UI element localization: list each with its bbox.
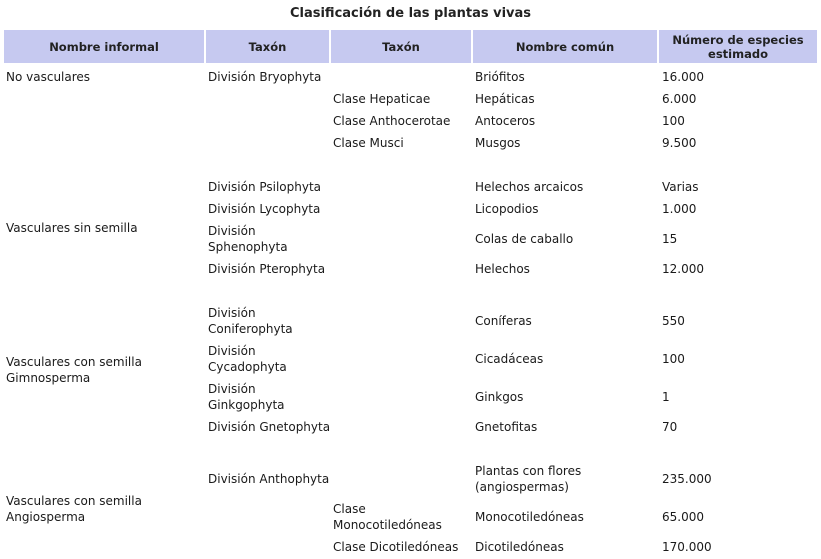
group-label-gimnosperma: Vasculares con semilla Gimnosperma xyxy=(6,355,142,385)
group-label-angiosperma: Vasculares con semilla Angiosperma xyxy=(6,494,142,524)
row-division: División Gnetophyta xyxy=(208,420,331,434)
row-species-count: 550 xyxy=(662,314,685,328)
row-common-name: Cicadáceas xyxy=(475,352,544,366)
row-clase: Clase Hepaticae xyxy=(333,92,431,106)
row-species-count: 16.000 xyxy=(662,70,704,84)
row-division: División Bryophyta xyxy=(208,70,322,84)
group-label-no-vasculares: No vasculares xyxy=(6,70,91,84)
row-common-name: Helechos arcaicos xyxy=(475,180,584,194)
header-taxon-division: Taxón xyxy=(206,30,329,63)
row-species-count: 6.000 xyxy=(662,92,697,106)
row-common-name: Monocotiledóneas xyxy=(475,510,584,524)
row-species-count: 70 xyxy=(662,420,678,434)
row-species-count: 1 xyxy=(662,390,670,404)
header-nombre-informal: Nombre informal xyxy=(4,30,204,63)
row-common-name: Hepáticas xyxy=(475,92,535,106)
row-division: División Sphenophyta xyxy=(208,224,288,254)
row-division: División Lycophyta xyxy=(208,202,321,216)
row-common-name: Coníferas xyxy=(475,314,532,328)
row-division: División Psilophyta xyxy=(208,180,322,194)
row-common-name: Gnetofitas xyxy=(475,420,538,434)
row-common-name: Antoceros xyxy=(475,114,536,128)
row-division: División Cycadophyta xyxy=(208,344,287,374)
row-species-count: 170.000 xyxy=(662,540,712,554)
header-taxon-clase: Taxón xyxy=(331,30,471,63)
row-species-count: Varias xyxy=(662,180,699,194)
row-common-name: Helechos xyxy=(475,262,530,276)
row-species-count: 15 xyxy=(662,232,678,246)
row-division: División Ginkgophyta xyxy=(208,382,285,412)
row-common-name: Dicotiledóneas xyxy=(475,540,564,554)
row-species-count: 12.000 xyxy=(662,262,704,276)
header-nombre-comun: Nombre común xyxy=(473,30,657,63)
row-division: División Coniferophyta xyxy=(208,306,293,336)
row-clase: Clase Anthocerotae xyxy=(333,114,451,128)
row-common-name: Musgos xyxy=(475,136,521,150)
row-clase: Clase Musci xyxy=(333,136,404,150)
row-species-count: 100 xyxy=(662,352,685,366)
row-species-count: 235.000 xyxy=(662,472,712,486)
row-common-name: Briófitos xyxy=(475,70,525,84)
row-clase: Clase Dicotiledóneas xyxy=(333,540,459,554)
row-division: División Pterophyta xyxy=(208,262,326,276)
row-clase: Clase Monocotiledóneas xyxy=(333,502,442,532)
row-common-name: Ginkgos xyxy=(475,390,524,404)
row-common-name: Colas de caballo xyxy=(475,232,574,246)
row-common-name: Licopodios xyxy=(475,202,539,216)
row-species-count: 9.500 xyxy=(662,136,697,150)
row-common-name: Plantas con flores (angiospermas) xyxy=(475,464,582,494)
row-division: División Anthophyta xyxy=(208,472,330,486)
row-species-count: 100 xyxy=(662,114,685,128)
row-species-count: 65.000 xyxy=(662,510,704,524)
group-label-vasculares-sin-semilla: Vasculares sin semilla xyxy=(6,221,138,235)
table-title: Clasificación de las plantas vivas xyxy=(289,6,532,21)
row-species-count: 1.000 xyxy=(662,202,697,216)
header-numero-especies: Número de especies estimado xyxy=(659,30,817,63)
